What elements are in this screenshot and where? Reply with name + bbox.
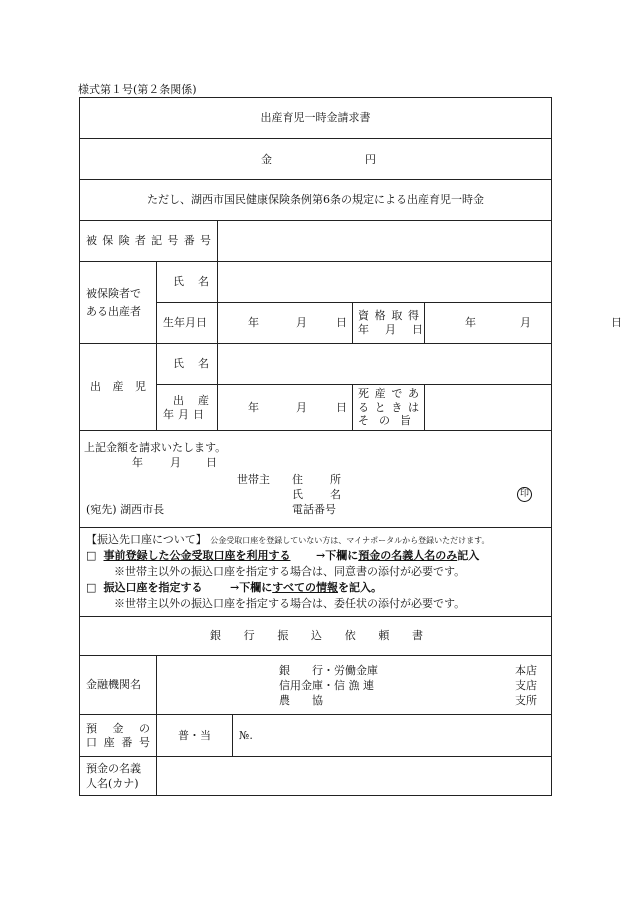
option2-label: 振込口座を指定する — [103, 580, 203, 594]
transfer-account-note: 【振込先口座について】 公金受取口座を登録していない方は、マイナポータルから登録いただけます。 □ 事前登録した公金受取口座を利用する →下欄に預金の名義人名のみ記入 ※世帯主以外の振込口座を指定する場合は、同意書の添付が必要です。 □ 振込口座を指定する →下欄にすべての情報を記入。 ※世帯主以外の振込口座を指定する場合は、委任状の添付が必要です。 — [80, 528, 552, 617]
transfer-note-heading: 【振込先口座について】 — [86, 533, 207, 546]
bank-form-title: 銀 行 振 込 依 頼 書 — [80, 617, 552, 656]
branch-type-shiten: 支店 — [515, 679, 537, 692]
account-number-label: 預 金 の 口 座 番 号 — [80, 715, 157, 757]
option1-note: ※世帯主以外の振込口座を指定する場合は、同意書の添付が必要です。 — [114, 564, 466, 578]
request-date-year-unit: 年 — [132, 456, 143, 469]
qualification-date-label: 資 格 取 得 年 月 日 — [353, 303, 425, 344]
seal-mark: 印 — [517, 487, 532, 502]
insured-mother-label: 被保険者で ある出産者 — [80, 262, 157, 344]
proviso-text: ただし、湖西市国民健康保険条例第6条の規定による出産育児一時金 — [80, 180, 552, 221]
transfer-note-subtext: 公金受取口座を登録していない方は、マイナポータルから登録いただけます。 — [210, 536, 490, 545]
account-holder-label: 預金の名義 人名(カナ) — [80, 757, 157, 796]
branch-type-shisho: 支所 — [515, 694, 537, 707]
mother-name-label: 氏 名 — [157, 262, 218, 303]
stillbirth-field[interactable] — [425, 385, 552, 431]
institution-type-bank: 銀 行・労働金庫 — [279, 664, 378, 677]
child-birth-date-field[interactable]: 年 月 日 — [218, 385, 353, 431]
mother-dob-field[interactable]: 年 月 日 — [218, 303, 353, 344]
insured-number-label: 被 保 険 者 記 号 番 号 — [80, 221, 218, 262]
branch-type-honten: 本店 — [515, 664, 537, 677]
address-label-1: 住 — [292, 473, 303, 486]
child-name-label: 氏 名 — [157, 344, 218, 385]
phone-label: 電話番号 — [292, 503, 336, 516]
child-name-field[interactable] — [218, 344, 552, 385]
name-label-2: 名 — [330, 488, 341, 501]
name-label-1: 氏 — [292, 488, 303, 501]
form-code: 様式第１号(第２条関係) — [78, 83, 197, 96]
form-title: 出産育児一時金請求書 — [80, 98, 552, 139]
option1-label: 事前登録した公金受取口座を利用する — [103, 548, 291, 562]
child-label: 出 産 児 — [80, 344, 157, 431]
request-date-month-unit: 月 — [170, 456, 181, 469]
amount-field[interactable] — [80, 139, 552, 180]
insured-number-field[interactable] — [218, 221, 552, 262]
account-type-field[interactable]: 普・当 — [157, 715, 233, 757]
request-form-table — [79, 97, 622, 796]
householder-label: 世帯主 — [237, 473, 270, 486]
option1-checkbox[interactable]: □ — [86, 548, 97, 562]
option2-checkbox[interactable]: □ — [86, 580, 97, 594]
mother-dob-label: 生年月日 — [157, 303, 218, 344]
qualification-date-field[interactable]: 年 月 日 — [425, 303, 552, 344]
institution-type-nokyo: 農 協 — [279, 694, 323, 707]
amount-yen-label: 円 — [365, 153, 376, 166]
stillbirth-label: 死 産 で あ る と き は そ の 旨 — [353, 385, 425, 431]
account-holder-field[interactable] — [157, 757, 552, 796]
child-birth-label: 出 産 年 月 日 — [157, 385, 218, 431]
institution-label: 金融機関名 — [80, 656, 157, 715]
account-number-field[interactable]: №. — [233, 715, 552, 757]
declaration-block — [80, 431, 552, 528]
institution-type-shinkin: 信用金庫・信 漁 連 — [279, 679, 374, 692]
mother-name-field[interactable] — [218, 262, 552, 303]
request-text: 上記金額を請求いたします。 — [84, 441, 227, 454]
address-label-2: 所 — [330, 473, 341, 486]
request-date-day-unit: 日 — [206, 456, 217, 469]
amount-kin-label: 金 — [261, 153, 272, 166]
institution-field[interactable] — [157, 656, 552, 715]
option2-note: ※世帯主以外の振込口座を指定する場合は、委任状の添付が必要です。 — [114, 596, 466, 610]
addressee: (宛先) 湖西市長 — [86, 503, 165, 516]
